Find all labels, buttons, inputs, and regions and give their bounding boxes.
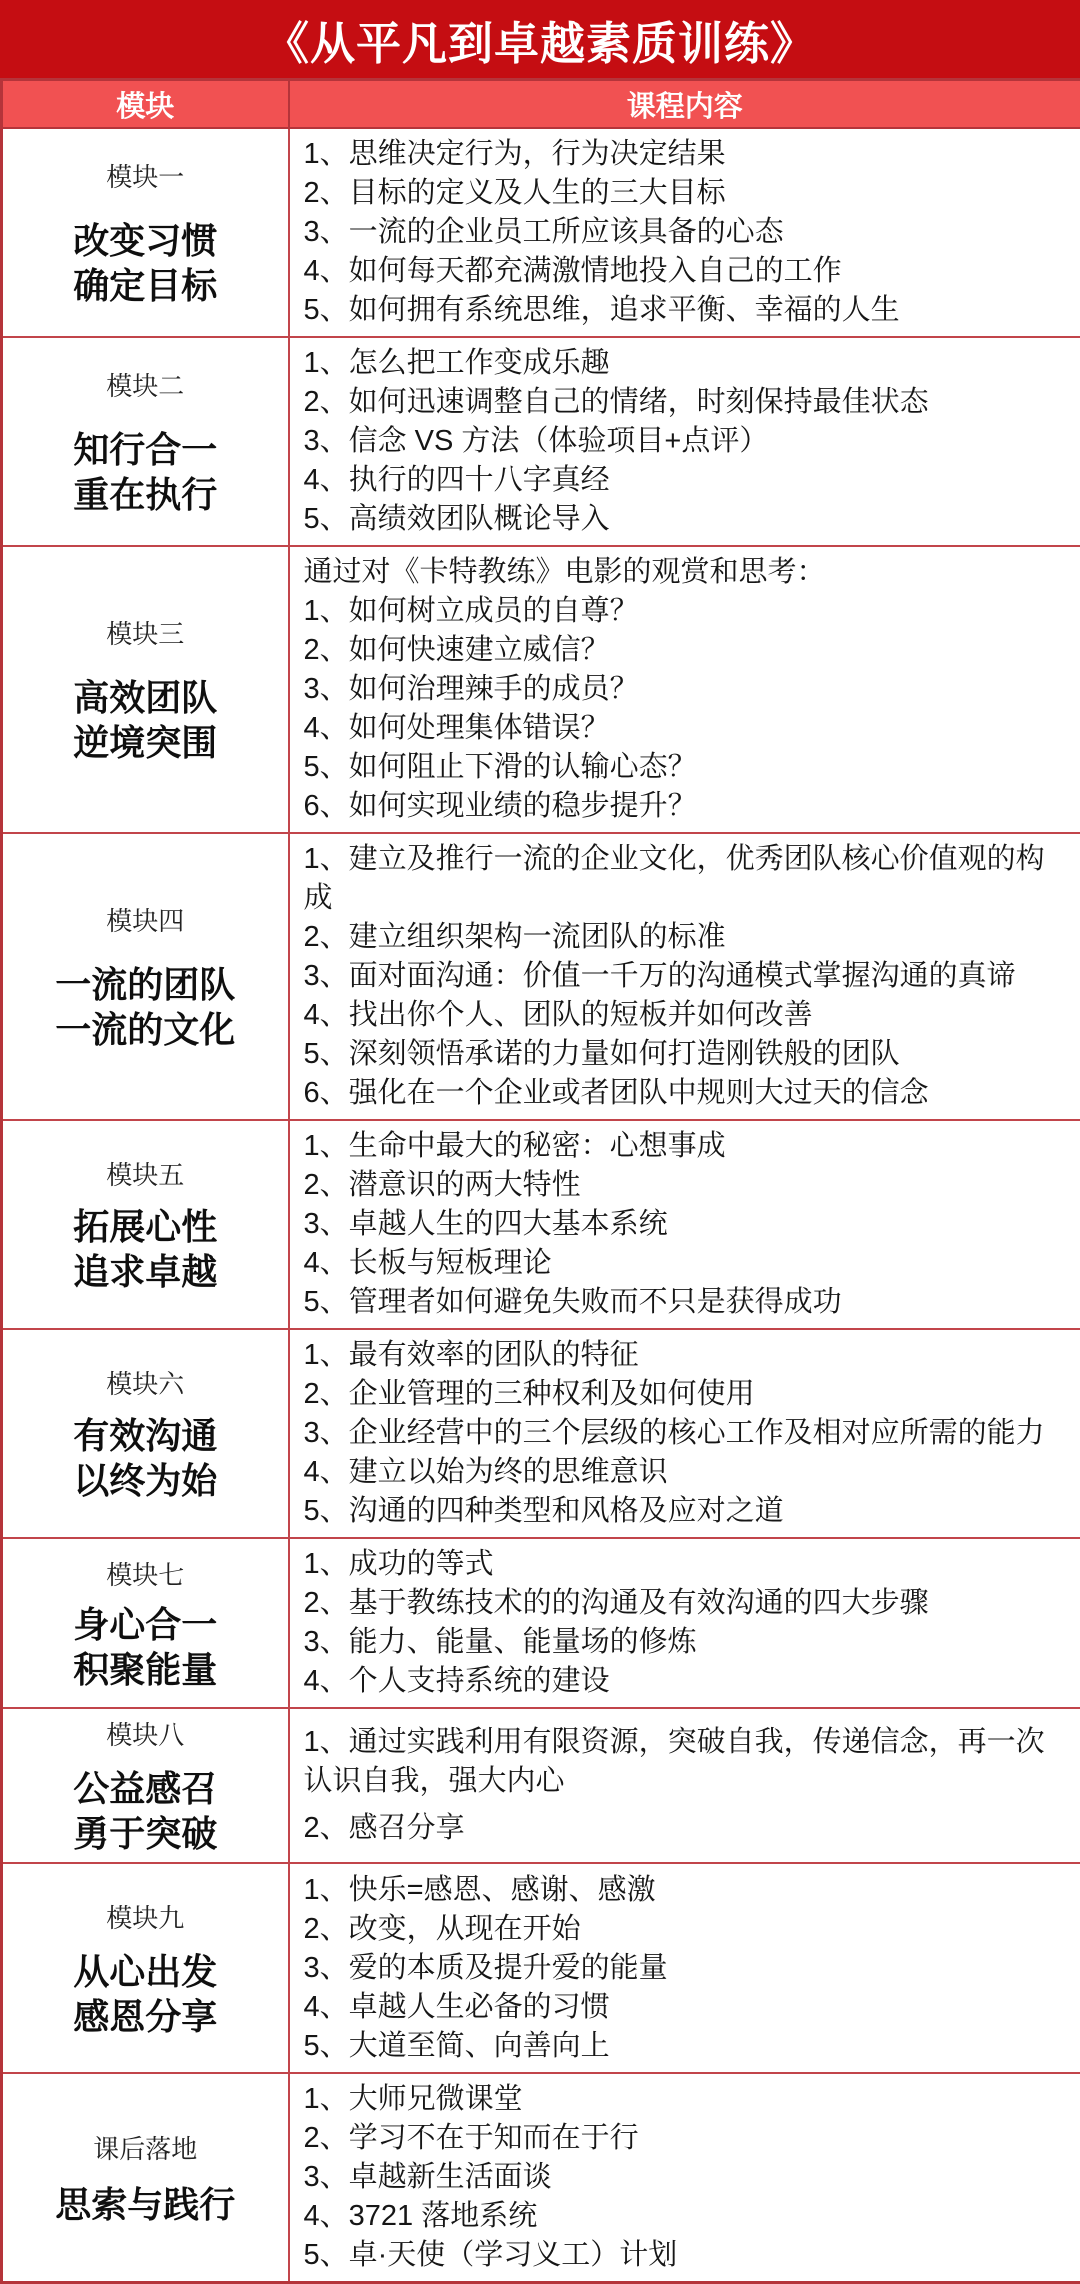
module-title-line: 拓展心性 [11, 1204, 280, 1249]
content-cell [289, 546, 1080, 833]
course-item: 1、思维决定行为，行为决定结果 [304, 135, 1067, 174]
course-item: 3、面对面沟通：价值一千万的沟通模式掌握沟通的真谛 [304, 957, 1067, 996]
course-item: 6、强化在一个企业或者团队中规则大过天的信念 [304, 1074, 1067, 1113]
course-item: 4、如何每天都充满激情地投入自己的工作 [304, 252, 1067, 291]
module-title-line: 以终为始 [11, 1458, 280, 1503]
course-item: 3、爱的本质及提升爱的能量 [304, 1949, 1067, 1988]
course-item: 3、企业经营中的三个层级的核心工作及相对应所需的能力 [304, 1414, 1067, 1453]
module-title-line: 重在执行 [11, 472, 280, 517]
module-title [11, 2182, 280, 2227]
course-item: 1、建立及推行一流的企业文化，优秀团队核心价值观的构成 [304, 840, 1067, 918]
course-item: 2、潜意识的两大特性 [304, 1166, 1067, 1205]
module-label: 课后落地 [11, 2129, 280, 2166]
module-label: 模块六 [11, 1364, 280, 1401]
content-cell [289, 1329, 1080, 1538]
module-label: 模块九 [11, 1898, 280, 1935]
module-title [11, 675, 280, 765]
course-item: 1、成功的等式 [304, 1545, 1067, 1584]
module-title-line: 思索与践行 [11, 2182, 280, 2227]
course-item: 3、一流的企业员工所应该具备的心态 [304, 213, 1067, 252]
module-title-line: 积聚能量 [11, 1647, 280, 1692]
course-item: 4、3721 落地系统 [304, 2197, 1067, 2236]
course-item: 4、长板与短板理论 [304, 1244, 1067, 1283]
course-item: 1、最有效率的团队的特征 [304, 1336, 1067, 1375]
table-row [2, 337, 1080, 546]
content-cell [289, 1863, 1080, 2073]
module-title-line: 勇于突破 [11, 1811, 280, 1856]
content-cell [289, 2073, 1080, 2283]
table-row [2, 2073, 1080, 2283]
content-cell [289, 833, 1080, 1120]
module-label: 模块五 [11, 1155, 280, 1192]
module-title-line: 追求卓越 [11, 1249, 280, 1294]
course-item: 1、大师兄微课堂 [304, 2080, 1067, 2119]
course-table [0, 78, 1080, 2284]
module-title [11, 218, 280, 308]
module-label: 模块七 [11, 1555, 280, 1592]
module-title-line: 一流的团队 [11, 962, 280, 1007]
course-item: 1、怎么把工作变成乐趣 [304, 344, 1067, 383]
module-cell [2, 1863, 289, 2073]
course-item: 通过对《卡特教练》电影的观赏和思考： [304, 553, 1067, 592]
module-cell [2, 1708, 289, 1863]
module-title [11, 1949, 280, 2039]
content-cell [289, 128, 1080, 337]
module-title [11, 1766, 280, 1856]
module-title-line: 从心出发 [11, 1949, 280, 1994]
module-label: 模块一 [11, 157, 280, 194]
content-cell [289, 1538, 1080, 1708]
table-row [2, 1538, 1080, 1708]
module-label: 模块四 [11, 901, 280, 938]
course-item: 3、如何治理辣手的成员？ [304, 670, 1067, 709]
module-title-line: 感恩分享 [11, 1994, 280, 2039]
module-title-line: 逆境突围 [11, 720, 280, 765]
module-label: 模块三 [11, 614, 280, 651]
column-header-content: 课程内容 [289, 80, 1080, 129]
course-item: 2、感召分享 [304, 1809, 1067, 1848]
course-item: 6、如何实现业绩的稳步提升？ [304, 787, 1067, 826]
course-item: 2、目标的定义及人生的三大目标 [304, 174, 1067, 213]
module-title [11, 1602, 280, 1692]
course-item: 5、管理者如何避免失败而不只是获得成功 [304, 1283, 1067, 1322]
course-item: 4、找出你个人、团队的短板并如何改善 [304, 996, 1067, 1035]
table-row [2, 128, 1080, 337]
module-title [11, 1204, 280, 1294]
course-item: 2、建立组织架构一流团队的标准 [304, 918, 1067, 957]
module-label: 模块二 [11, 366, 280, 403]
module-title-line: 改变习惯 [11, 218, 280, 263]
course-item: 4、执行的四十八字真经 [304, 461, 1067, 500]
course-item: 3、卓越人生的四大基本系统 [304, 1205, 1067, 1244]
table-row [2, 546, 1080, 833]
module-label: 模块八 [11, 1715, 280, 1752]
course-item: 3、卓越新生活面谈 [304, 2158, 1067, 2197]
table-row [2, 1863, 1080, 2073]
course-item: 5、卓·天使（学习义工）计划 [304, 2236, 1067, 2275]
content-cell [289, 1708, 1080, 1863]
module-title-line: 知行合一 [11, 427, 280, 472]
table-row [2, 1708, 1080, 1863]
module-title-line: 高效团队 [11, 675, 280, 720]
module-title-line: 一流的文化 [11, 1007, 280, 1052]
module-title [11, 962, 280, 1052]
course-item: 1、如何树立成员的自尊？ [304, 592, 1067, 631]
module-cell [2, 833, 289, 1120]
course-item: 2、企业管理的三种权利及如何使用 [304, 1375, 1067, 1414]
course-item: 5、大道至简、向善向上 [304, 2027, 1067, 2066]
course-item: 5、如何阻止下滑的认输心态？ [304, 748, 1067, 787]
course-item: 3、能力、能量、能量场的修炼 [304, 1623, 1067, 1662]
module-cell [2, 1329, 289, 1538]
module-cell [2, 1538, 289, 1708]
course-item: 1、通过实践利用有限资源，突破自我，传递信念，再一次认识自我，强大内心 [304, 1723, 1067, 1801]
course-item: 4、如何处理集体错误？ [304, 709, 1067, 748]
page-title: 《从平凡到卓越素质训练》 [0, 0, 1080, 78]
table-row [2, 1329, 1080, 1538]
column-header-module: 模块 [2, 80, 289, 129]
module-title-line: 有效沟通 [11, 1413, 280, 1458]
course-item: 2、基于教练技术的的沟通及有效沟通的四大步骤 [304, 1584, 1067, 1623]
course-item: 2、学习不在于知而在于行 [304, 2119, 1067, 2158]
table-row [2, 1120, 1080, 1329]
module-title-line: 公益感召 [11, 1766, 280, 1811]
course-item: 1、生命中最大的秘密：心想事成 [304, 1127, 1067, 1166]
course-item: 5、高绩效团队概论导入 [304, 500, 1067, 539]
course-item: 5、沟通的四种类型和风格及应对之道 [304, 1492, 1067, 1531]
course-item: 4、卓越人生必备的习惯 [304, 1988, 1067, 2027]
module-title [11, 1413, 280, 1503]
module-cell [2, 2073, 289, 2283]
module-cell [2, 1120, 289, 1329]
module-title-line: 身心合一 [11, 1602, 280, 1647]
course-item: 5、如何拥有系统思维，追求平衡、幸福的人生 [304, 291, 1067, 330]
header-row [2, 80, 1080, 129]
module-cell [2, 546, 289, 833]
course-item: 2、如何迅速调整自己的情绪，时刻保持最佳状态 [304, 383, 1067, 422]
course-item: 4、个人支持系统的建设 [304, 1662, 1067, 1701]
module-title-line: 确定目标 [11, 263, 280, 308]
content-cell [289, 1120, 1080, 1329]
course-item: 5、深刻领悟承诺的力量如何打造刚铁般的团队 [304, 1035, 1067, 1074]
module-title [11, 427, 280, 517]
content-cell [289, 337, 1080, 546]
course-item: 3、信念 VS 方法（体验项目+点评） [304, 422, 1067, 461]
module-cell [2, 128, 289, 337]
table-row [2, 833, 1080, 1120]
course-item: 2、改变，从现在开始 [304, 1910, 1067, 1949]
course-item: 1、快乐=感恩、感谢、感激 [304, 1871, 1067, 1910]
course-item: 4、建立以始为终的思维意识 [304, 1453, 1067, 1492]
module-cell [2, 337, 289, 546]
course-item: 2、如何快速建立威信？ [304, 631, 1067, 670]
